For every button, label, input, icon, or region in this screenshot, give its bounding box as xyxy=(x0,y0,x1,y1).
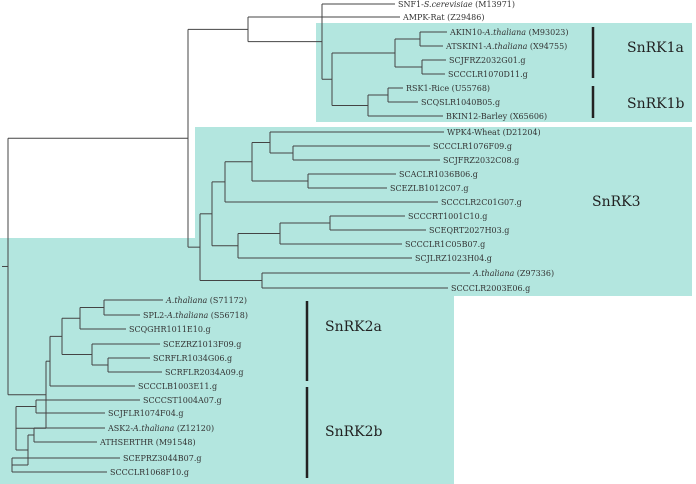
leaf-label-scccclr1068f10: SCCCLR1068F10.g xyxy=(110,468,189,477)
leaf-label-bkin12: BKIN12-Barley (X65606) xyxy=(446,112,548,121)
leaf-label-sceqrt2027h03: SCEQRT2027H03.g xyxy=(429,226,510,235)
leaf-label-scjflr1074f04: SCJFLR1074F04.g xyxy=(108,409,184,418)
leaf-label-scezrz1013f09: SCEZRZ1013F09.g xyxy=(163,340,242,349)
leaf-label-ask2: ASK2-A.thaliana (Z12120) xyxy=(108,424,215,433)
leaf-label-scccrt1001c10: SCCCRT1001C10.g xyxy=(408,212,488,221)
leaf-label-scccclr1070d11: SCCCLR1070D11.g xyxy=(448,70,528,79)
leaf-label-spl2: SPL2-A.thaliana (S56718) xyxy=(143,311,248,320)
leaf-label-akin10: AKIN10-A.thaliana (M93023) xyxy=(450,28,569,37)
leaf-label-scezlb1012c07: SCEZLB1012C07.g xyxy=(390,184,469,193)
leaf-label-scaclr1036b06: SCACLR1036B06.g xyxy=(399,170,478,179)
leaf-label-ath_z97336: A.thaliana (Z97336) xyxy=(473,269,555,278)
leaf-label-ath_s71172: A.thaliana (S71172) xyxy=(166,296,247,305)
leaf-label-scrflr2034a09: SCRFLR2034A09.g xyxy=(165,368,244,377)
leaf-label-scccclr1076f09: SCCCLR1076F09.g xyxy=(433,142,512,151)
leaf-label-scccst1004a07: SCCCST1004A07.g xyxy=(143,396,222,405)
leaf-label-snf1: SNF1-S.cerevisiae (M13971) xyxy=(398,0,516,9)
leaf-label-wpk4: WPK4-Wheat (D21204) xyxy=(447,128,541,137)
leaf-label-sccclb1003e11: SCCCLB1003E11.g xyxy=(138,382,218,391)
clade-highlights xyxy=(0,23,692,484)
leaf-label-scqslr1040b05: SCQSLR1040B05.g xyxy=(421,98,501,107)
snrk3-label: SnRK3 xyxy=(592,194,641,210)
snrk1b-label: SnRK1b xyxy=(627,96,685,112)
leaf-label-scccclr2c01g07: SCCCLR2C01G07.g xyxy=(441,198,522,207)
snrk3-highlight-box xyxy=(92,127,692,296)
leaf-label-scjfrz2032g01: SCJFRZ2032G01.g xyxy=(449,56,526,65)
leaf-label-atskin1: ATSKIN1-A.thaliana (X94755) xyxy=(446,42,568,51)
leaf-label-scccclr1c05b07: SCCCLR1C05B07.g xyxy=(405,240,486,249)
leaf-label-scrflr1034g06: SCRFLR1034G06.g xyxy=(153,354,233,363)
leaf-label-scqghr1011e10: SCQGHR1011E10.g xyxy=(129,325,211,334)
leaf-label-scccclr2003e06: SCCCLR2003E06.g xyxy=(451,284,531,293)
leaf-label-ampk: AMPK-Rat (Z29486) xyxy=(403,13,485,22)
leaf-label-rsk1: RSK1-Rice (U55768) xyxy=(406,84,491,93)
snrk2b-label: SnRK2b xyxy=(325,424,383,440)
leaf-label-scjfrz2032c08: SCJFRZ2032C08.g xyxy=(443,156,520,165)
snrk1a-label: SnRK1a xyxy=(627,40,684,56)
snrk2a-label: SnRK2a xyxy=(325,319,382,335)
leaf-label-athserthr: ATHSERTHR (M91548) xyxy=(100,438,196,447)
leaf-label-scepzr3044b07: SCEPRZ3044B07.g xyxy=(123,454,202,463)
leaf-label-scjlrz1023h04: SCJLRZ1023H04.g xyxy=(415,254,492,263)
